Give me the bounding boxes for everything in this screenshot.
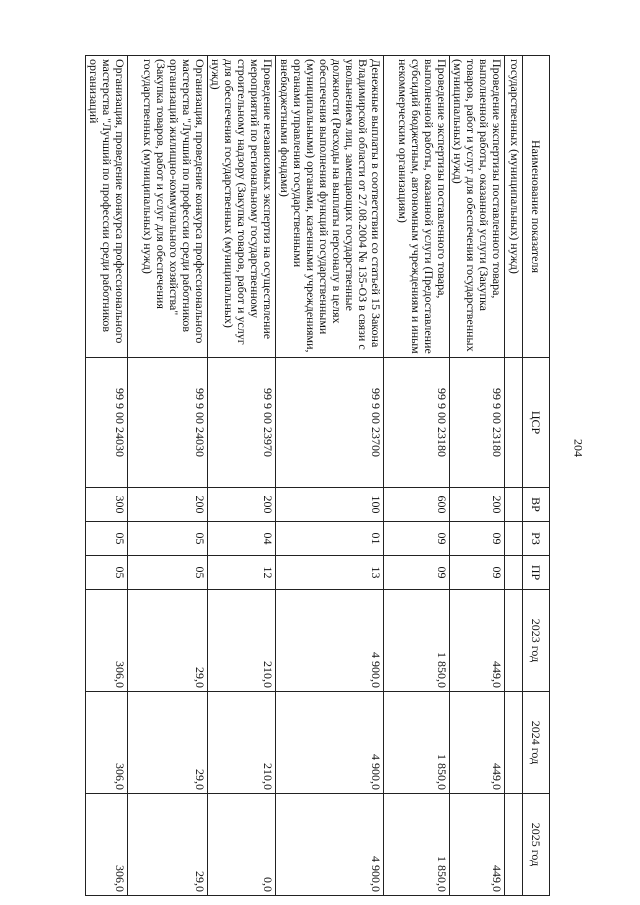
cell-pr: 09	[384, 556, 450, 590]
table-row	[86, 56, 128, 896]
cell-vr: 100	[276, 488, 384, 522]
cell-y2023: 210,0	[208, 590, 276, 692]
cell-rz: 05	[86, 522, 128, 556]
cell-csr: 99 9 00 23970	[208, 358, 276, 488]
cell-pr	[505, 556, 523, 590]
cell-y2023	[505, 590, 523, 692]
page-number: 204	[571, 439, 586, 457]
cell-y2025: 4 900,0	[276, 794, 384, 896]
table-row	[450, 56, 505, 896]
rotated-table-wrapper	[25, 55, 550, 895]
column-header: 2024 год	[523, 692, 550, 794]
cell-y2024: 210,0	[208, 692, 276, 794]
cell-vr: 200	[450, 488, 505, 522]
cell-pr: 09	[450, 556, 505, 590]
cell-y2023: 449,0	[450, 590, 505, 692]
cell-name: Проведение экспертизы поставленного товара, выполненной работы, оказанной услуги (Предоставление субсидий бюджетным, автономным учреждениям и иным некоммерческим организациям)	[384, 56, 450, 358]
column-header: Наименование показателя	[523, 56, 550, 358]
cell-csr: 99 9 00 24030	[86, 358, 128, 488]
cell-y2024: 29,0	[128, 692, 208, 794]
column-header: ВР	[523, 488, 550, 522]
cell-y2025: 29,0	[128, 794, 208, 896]
cell-y2025: 1 850,0	[384, 794, 450, 896]
cell-y2024: 4 900,0	[276, 692, 384, 794]
table-body	[86, 56, 523, 896]
cell-vr: 200	[208, 488, 276, 522]
cell-y2025: 449,0	[450, 794, 505, 896]
column-header: ПР	[523, 556, 550, 590]
column-header: 2023 год	[523, 590, 550, 692]
cell-name: Проведение независимых экспертиз на осуществление мероприятий по региональному государственному строительному надзору (Закупка товаров, работ и услуг для обеспечения государственных (муниципальных) нужд)	[208, 56, 276, 358]
cell-vr: 200	[128, 488, 208, 522]
cell-csr: 99 9 00 23180	[450, 358, 505, 488]
header-row	[523, 56, 550, 896]
cell-name: Денежные выплаты в соответствии со статьей 15 Закона Владимирской области от 27.08.2004 № 135-ОЗ в связи с увольнением лиц, замещающих государственные должности (Расходы на выплаты персоналу в целях обеспечения выполнения функций государственными (муниципальными) органами, казенными учреждениями, органами управления государственными внебюджетными фондами)	[276, 56, 384, 358]
table-row	[384, 56, 450, 896]
cell-csr: 99 9 00 23700	[276, 358, 384, 488]
cell-pr: 05	[86, 556, 128, 590]
cell-rz: 01	[276, 522, 384, 556]
cell-rz: 04	[208, 522, 276, 556]
cell-vr	[505, 488, 523, 522]
cell-y2024: 449,0	[450, 692, 505, 794]
cell-name: Организация, проведение конкурса профессионального мастерства "Лучший по профессии среди работников организаций	[86, 56, 128, 358]
cell-y2023: 306,0	[86, 590, 128, 692]
cell-rz: 09	[384, 522, 450, 556]
table-row	[276, 56, 384, 896]
cell-y2023: 29,0	[128, 590, 208, 692]
cell-y2025: 306,0	[86, 794, 128, 896]
column-header: РЗ	[523, 522, 550, 556]
cell-y2024: 1 850,0	[384, 692, 450, 794]
cell-y2023: 4 900,0	[276, 590, 384, 692]
cell-pr: 05	[128, 556, 208, 590]
cell-rz: 05	[128, 522, 208, 556]
table-row	[128, 56, 208, 896]
column-header: ЦСР	[523, 358, 550, 488]
cell-csr: 99 9 00 24030	[128, 358, 208, 488]
cell-pr: 13	[276, 556, 384, 590]
cell-name: Проведение экспертизы поставленного товара, выполненной работы, оказанной услуги (Закупка товаров, работ и услуг для обеспечения государственных (муниципальных) нужд)	[450, 56, 505, 358]
cell-csr: 99 9 00 23180	[384, 358, 450, 488]
budget-table	[85, 55, 550, 896]
cell-name: государственных (муниципальных) нужд)	[505, 56, 523, 358]
table-row	[208, 56, 276, 896]
cell-y2024	[505, 692, 523, 794]
cell-rz: 09	[450, 522, 505, 556]
cell-y2024: 306,0	[86, 692, 128, 794]
cell-y2025: 0,0	[208, 794, 276, 896]
cell-rz	[505, 522, 523, 556]
cell-vr: 300	[86, 488, 128, 522]
cell-name: Организация, проведение конкурса профессионального мастерства "Лучший по профессии среди работников организаций жилищно-коммунального хозяйства" (Закупка товаров, работ и услуг для обеспечения государственных (муниципальных) нужд)	[128, 56, 208, 358]
cell-vr: 600	[384, 488, 450, 522]
cell-csr	[505, 358, 523, 488]
cell-y2025	[505, 794, 523, 896]
cell-y2023: 1 850,0	[384, 590, 450, 692]
column-header: 2025 год	[523, 794, 550, 896]
cell-pr: 12	[208, 556, 276, 590]
table-row	[505, 56, 523, 896]
